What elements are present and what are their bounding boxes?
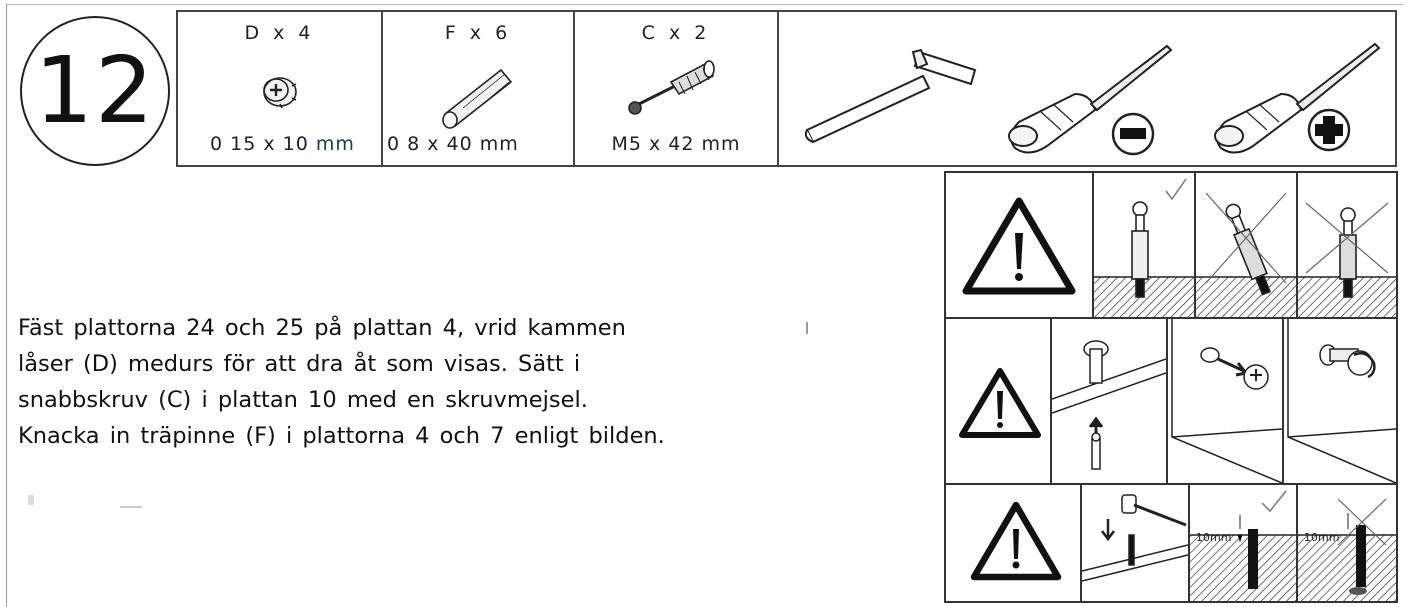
phillips-screwdriver-icon: [1215, 44, 1379, 153]
plus-symbol-icon: [1309, 110, 1349, 150]
page-top-border: [6, 4, 1404, 5]
scan-speck: [806, 322, 808, 334]
hammer-icon: [806, 50, 975, 142]
dowel-depth-correct-panel: [1190, 485, 1298, 601]
cam-turn-panel: [1284, 319, 1396, 483]
scan-speck: [28, 495, 34, 505]
warning-row-cam-insert: [944, 317, 1398, 485]
cross-mark-icon: [1206, 193, 1286, 283]
warning-cell: [946, 173, 1094, 317]
hammer-dowel-panel: [1082, 485, 1190, 601]
part-spec: M5 x 42 mm: [611, 133, 741, 155]
tools-area: [779, 12, 1395, 165]
part-cam-lock: [178, 12, 383, 165]
instruction-line: låser (D) medurs för att dra åt som visas. Sätt i: [18, 351, 581, 377]
part-qty: F x 6: [444, 22, 512, 44]
scan-speck: [120, 506, 142, 508]
warning-row-dowel-depth: [944, 483, 1398, 603]
bolt-wrong-depth-panel: [1298, 173, 1396, 317]
warning-cell: [946, 319, 1052, 483]
instruction-line: snabbskruv (C) i plattan 10 med en skruvmejsel.: [18, 387, 588, 413]
warning-cell: [946, 485, 1082, 601]
instruction-text: [18, 310, 818, 454]
step-number: 12: [34, 37, 156, 144]
warning-grid: [944, 171, 1398, 603]
part-spec: 0 15 x 10 mm: [210, 133, 355, 155]
arrow-right-icon: [1218, 359, 1246, 375]
part-qty: D x 4: [244, 22, 315, 44]
part-quick-screw: [575, 12, 779, 165]
warning-triangle-icon: [946, 173, 1092, 317]
bolt-wrong-angle-panel: [1196, 173, 1298, 317]
instruction-line: Knacka in träpinne (F) i plattorna 4 och 7 enligt bilden.: [18, 423, 665, 449]
parts-strip: [176, 10, 1397, 167]
bolt-correct-panel: [1094, 173, 1196, 317]
page-left-border: [6, 4, 7, 607]
warning-triangle-icon: [946, 485, 1080, 601]
arrow-down-icon: [1102, 519, 1114, 539]
warning-row-bolt-angle: [944, 171, 1398, 319]
cam-place-panel: [1168, 319, 1284, 483]
checkmark-icon: [1166, 179, 1186, 199]
dowel-depth-wrong-panel: [1298, 485, 1396, 601]
depth-label: 10mm: [1196, 531, 1232, 544]
depth-label: 10mm: [1304, 531, 1340, 544]
part-wooden-dowel: [383, 12, 575, 165]
part-spec: 0 8 x 40 mm: [387, 133, 519, 155]
step-number-circle: [20, 16, 170, 166]
part-qty: C x 2: [641, 22, 711, 44]
dowel-insert-panel: [1052, 319, 1168, 483]
warning-triangle-icon: [946, 319, 1050, 483]
minus-symbol-icon: [1113, 114, 1153, 154]
instruction-line: Fäst plattorna 24 och 25 på plattan 4, vrid kammen: [18, 315, 626, 341]
checkmark-icon: [1262, 491, 1286, 511]
